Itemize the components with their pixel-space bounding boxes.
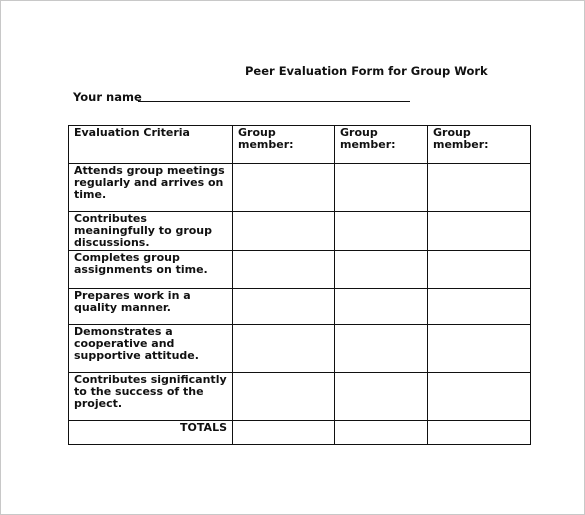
header-group-member-2: Group member: xyxy=(335,126,428,164)
score-cell[interactable] xyxy=(233,164,335,212)
criterion-cell: Demonstrates a cooperative and supportive attitude. xyxy=(69,325,233,373)
criterion-cell: Contributes significantly to the success of the project. xyxy=(69,373,233,421)
score-cell[interactable] xyxy=(428,164,531,212)
score-cell[interactable] xyxy=(428,373,531,421)
table-row xyxy=(69,212,531,251)
table-row xyxy=(69,251,531,289)
score-cell[interactable] xyxy=(428,212,531,251)
name-blank-line[interactable] xyxy=(138,101,410,102)
criterion-cell: Completes group assignments on time. xyxy=(69,251,233,289)
table-header-row xyxy=(69,126,531,164)
form-title: Peer Evaluation Form for Group Work xyxy=(245,64,488,78)
score-cell[interactable] xyxy=(335,289,428,325)
score-cell[interactable] xyxy=(335,164,428,212)
score-cell[interactable] xyxy=(428,289,531,325)
totals-row xyxy=(69,421,531,445)
score-cell[interactable] xyxy=(233,251,335,289)
score-cell[interactable] xyxy=(335,212,428,251)
score-cell[interactable] xyxy=(335,325,428,373)
score-cell[interactable] xyxy=(233,289,335,325)
score-cell[interactable] xyxy=(233,212,335,251)
header-criteria: Evaluation Criteria xyxy=(69,126,233,164)
score-cell[interactable] xyxy=(233,373,335,421)
table-row xyxy=(69,164,531,212)
table-row xyxy=(69,325,531,373)
total-cell[interactable] xyxy=(428,421,531,445)
evaluation-table xyxy=(68,125,531,445)
criterion-cell: Contributes meaningfully to group discussions. xyxy=(69,212,233,251)
total-cell[interactable] xyxy=(233,421,335,445)
score-cell[interactable] xyxy=(335,251,428,289)
header-group-member-1: Group member: xyxy=(233,126,335,164)
score-cell[interactable] xyxy=(428,251,531,289)
score-cell[interactable] xyxy=(335,373,428,421)
table-row xyxy=(69,289,531,325)
total-cell[interactable] xyxy=(335,421,428,445)
table-row xyxy=(69,373,531,421)
criterion-cell: Prepares work in a quality manner. xyxy=(69,289,233,325)
totals-label: TOTALS xyxy=(69,421,233,445)
score-cell[interactable] xyxy=(233,325,335,373)
score-cell[interactable] xyxy=(428,325,531,373)
name-label: Your name xyxy=(73,90,142,104)
header-group-member-3: Group member: xyxy=(428,126,531,164)
criterion-cell: Attends group meetings regularly and arrives on time. xyxy=(69,164,233,212)
